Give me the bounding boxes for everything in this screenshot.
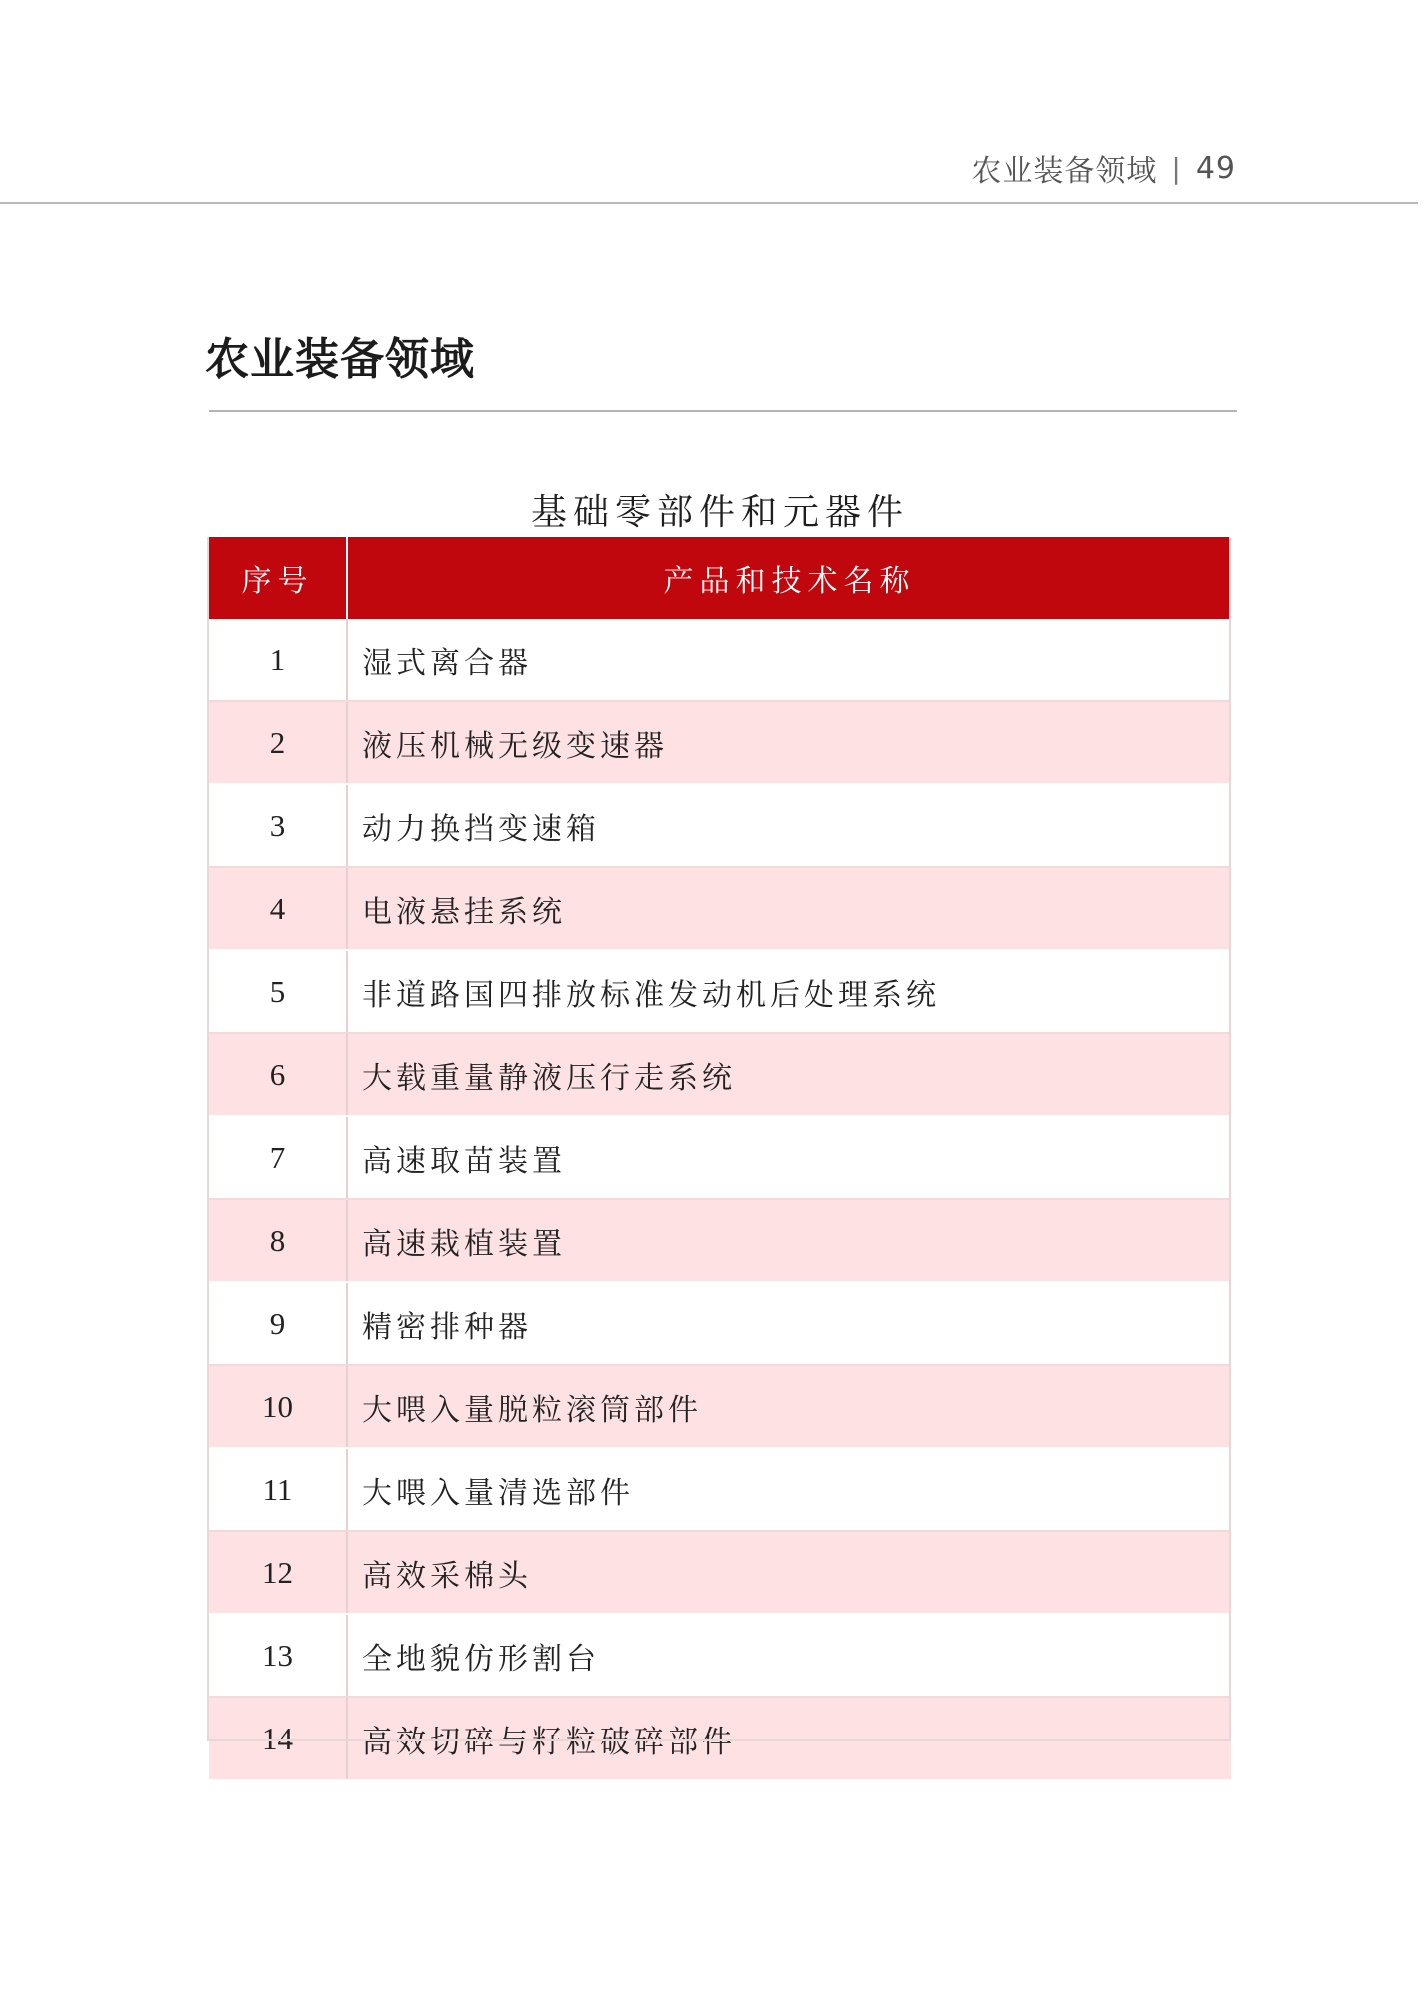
table-row	[209, 784, 1231, 867]
row-name: 非道路国四排放标准发动机后处理系统	[347, 950, 1231, 1033]
row-number: 9	[209, 1282, 347, 1365]
column-header-number: 序号	[209, 537, 347, 619]
table-row	[209, 1282, 1231, 1365]
row-name: 大载重量静液压行走系统	[347, 1033, 1231, 1116]
table-row	[209, 701, 1231, 784]
row-name: 高效采棉头	[347, 1531, 1231, 1614]
row-number: 7	[209, 1116, 347, 1199]
header-divider	[0, 202, 1418, 204]
row-number: 14	[209, 1697, 347, 1779]
row-name: 湿式离合器	[347, 619, 1231, 701]
title-divider	[209, 410, 1237, 412]
page-title: 农业装备领域	[205, 334, 475, 385]
running-header-separator: |	[1171, 151, 1182, 185]
table-row	[209, 1531, 1231, 1614]
row-name: 电液悬挂系统	[347, 867, 1231, 950]
row-name: 全地貌仿形割台	[347, 1614, 1231, 1697]
table-row	[209, 1614, 1231, 1697]
row-name: 动力换挡变速箱	[347, 784, 1231, 867]
row-number: 10	[209, 1365, 347, 1448]
table-caption: 基础零部件和元器件	[530, 492, 909, 533]
table-row	[209, 867, 1231, 950]
table-row	[209, 1448, 1231, 1531]
running-header-section: 农业装备领域	[971, 154, 1158, 189]
row-number: 4	[209, 867, 347, 950]
row-number: 3	[209, 784, 347, 867]
table-row	[209, 619, 1231, 701]
row-number: 6	[209, 1033, 347, 1116]
row-number: 2	[209, 701, 347, 784]
running-header	[971, 146, 1236, 190]
table-row	[209, 1033, 1231, 1116]
row-name: 液压机械无级变速器	[347, 701, 1231, 784]
row-number: 1	[209, 619, 347, 701]
table-header-row	[209, 537, 1231, 619]
table-row	[209, 1365, 1231, 1448]
column-header-name: 产品和技术名称	[347, 537, 1231, 619]
row-name: 高速栽植装置	[347, 1199, 1231, 1282]
row-name: 大喂入量脱粒滚筒部件	[347, 1365, 1231, 1448]
parts-table	[209, 537, 1231, 1779]
table-row	[209, 1116, 1231, 1199]
row-name: 高效切碎与籽粒破碎部件	[347, 1697, 1231, 1779]
page-number: 49	[1195, 150, 1236, 186]
table-row	[209, 1199, 1231, 1282]
row-number: 11	[209, 1448, 347, 1531]
table-row	[209, 950, 1231, 1033]
row-number: 13	[209, 1614, 347, 1697]
row-name: 高速取苗装置	[347, 1116, 1231, 1199]
row-number: 5	[209, 950, 347, 1033]
row-number: 8	[209, 1199, 347, 1282]
row-name: 大喂入量清选部件	[347, 1448, 1231, 1531]
table-row	[209, 1697, 1231, 1779]
row-name: 精密排种器	[347, 1282, 1231, 1365]
row-number: 12	[209, 1531, 347, 1614]
